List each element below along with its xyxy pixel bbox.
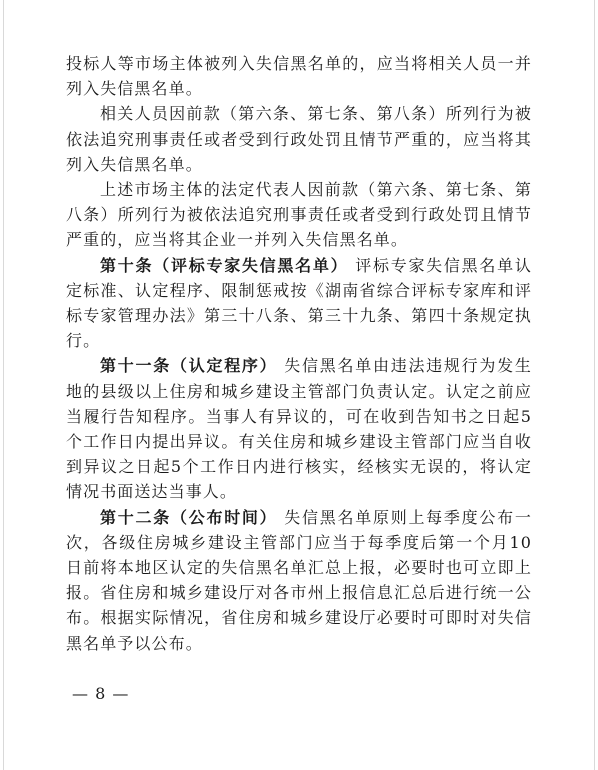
page-number: — 8 — xyxy=(72,684,130,703)
article-11-heading: 第十一条（认定程序） xyxy=(100,356,278,376)
article-12-heading: 第十二条（公布时间） xyxy=(100,507,278,527)
paragraph-1 xyxy=(66,51,532,101)
article-10-heading: 第十条（评标专家失信黑名单） xyxy=(100,255,349,275)
page-edge-right xyxy=(594,0,595,770)
paragraph-1-text: 投标人等市场主体被列入失信黑名单的，应当将相关人员一并列入失信黑名单。 xyxy=(66,54,532,99)
article-12 xyxy=(66,505,532,656)
article-12-text: 失信黑名单原则上每季度公布一次，各级住房城乡建设主管部门应当于每季度后第一个月10日前将本地区认定的失信黑名单汇总上报，必要时也可立即上报。省住房和城乡建设厅对各市州上报信息汇总后进行统一公布。根据实际情况，省住房和城乡建设厅必要时可即时对失信黑名单予以公布。 xyxy=(66,507,532,653)
paragraph-2-text: 相关人员因前款（第六条、第七条、第八条）所列行为被依法追究刑事责任或者受到行政处罚且情节严重的，应当将其列入失信黑名单。 xyxy=(66,104,532,174)
page-edge-left xyxy=(3,0,4,770)
paragraph-3-text: 上述市场主体的法定代表人因前款（第六条、第七条、第八条）所列行为被依法追究刑事责任或者受到行政处罚且情节严重的，应当将其企业一并列入失信黑名单。 xyxy=(66,180,532,250)
article-11 xyxy=(66,353,532,504)
paragraph-2 xyxy=(66,101,532,177)
article-11-text: 失信黑名单由违法违规行为发生地的县级以上住房和城乡建设主管部门负责认定。认定之前应当履行告知程序。当事人有异议的，可在收到告知书之日起5个工作日内提出异议。有关住房和城乡建设主管部门应当自收到异议之日起5个工作日内进行核实，经核实无误的，将认定情况书面送达当事人。 xyxy=(66,356,532,502)
paragraph-3 xyxy=(66,177,532,253)
article-10-text: 评标专家失信黑名单认定标准、认定程序、限制惩戒按《湖南省综合评标专家库和评标专家管理办法》第三十八条、第三十九条、第四十条规定执行。 xyxy=(66,255,532,351)
article-10 xyxy=(66,253,532,354)
document-body xyxy=(66,51,532,656)
